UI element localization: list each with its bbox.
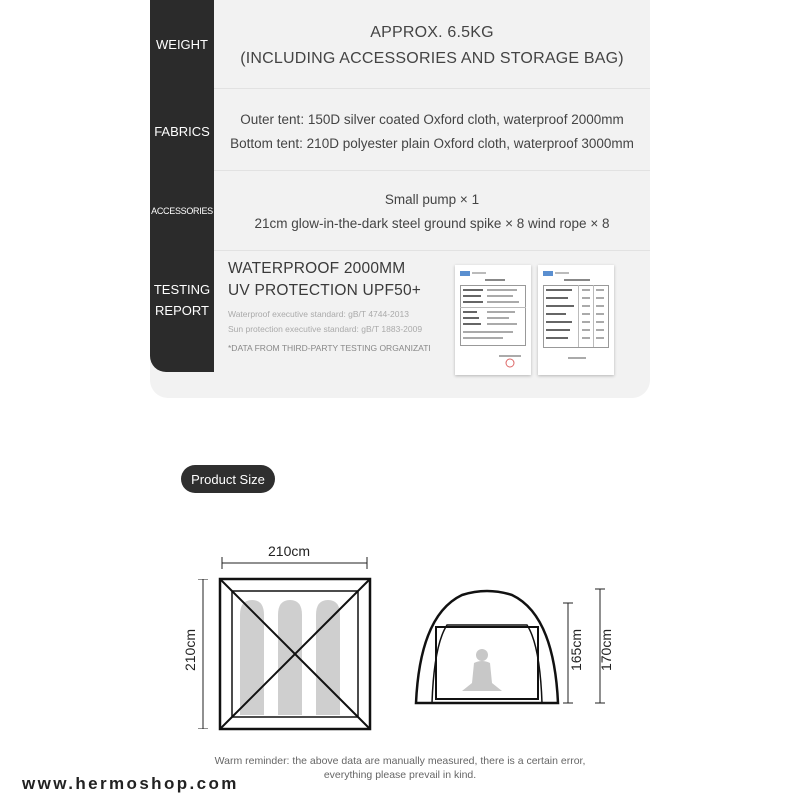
divider	[214, 88, 650, 89]
test-report-document-2	[538, 265, 614, 375]
testing-report-label	[150, 278, 214, 322]
accessories-value	[214, 188, 650, 236]
fabrics-value	[214, 108, 650, 156]
sun-standard: Sun protection executive standard: gB/T 1883-2009	[228, 324, 423, 334]
accessories-line-1: Small pump × 1	[384, 192, 480, 207]
accessories-label: ACCESSORIES	[151, 205, 213, 216]
weight-line-1: APPROX. 6.5KG	[370, 24, 494, 41]
product-size-badge: Product Size	[181, 465, 275, 493]
fabrics-label: FABRICS	[154, 123, 210, 139]
fabrics-line-1: Outer tent: 150D silver coated Oxford cloth, waterproof 2000mm	[240, 112, 624, 127]
uv-heading: UV PROTECTION UPF50+	[228, 282, 422, 299]
inner-height-label: 165cm	[568, 628, 584, 672]
reminder-line-2: everything please prevail in kind.	[323, 769, 477, 781]
test-report-document-1	[455, 265, 531, 375]
third-party-note: *DATA FROM THIRD-PARTY TESTING ORGANIZATI	[228, 343, 431, 353]
divider	[214, 250, 650, 251]
waterproof-standard: Waterproof executive standard: gB/T 4744-2013	[228, 309, 409, 319]
tent-front-view-diagram	[412, 585, 562, 710]
width-dimension-label: 210cm	[268, 543, 311, 559]
weight-label: WEIGHT	[156, 36, 208, 52]
weight-line-2: (INCLUDING ACCESSORIES AND STORAGE BAG)	[240, 50, 624, 67]
divider	[214, 170, 650, 171]
fabrics-line-2: Bottom tent: 210D polyester plain Oxford cloth, waterproof 3000mm	[230, 136, 634, 151]
site-watermark: www.hermoshop.com	[22, 774, 239, 793]
testing-info	[228, 258, 443, 355]
tent-top-view-diagram	[212, 555, 377, 735]
length-dimension-line	[198, 579, 208, 729]
testing-label-line-2: REPORT	[155, 303, 209, 318]
waterproof-heading: WATERPROOF 2000MM	[228, 260, 406, 277]
testing-label-line-1: TESTING	[153, 282, 211, 297]
length-dimension-label: 210cm	[182, 628, 198, 672]
weight-value	[214, 20, 650, 72]
reminder-line-1: Warm reminder: the above data are manually measured, there is a certain error,	[214, 755, 586, 767]
accessories-line-2: 21cm glow-in-the-dark steel ground spike × 8 wind rope × 8	[254, 216, 610, 231]
outer-height-label: 170cm	[598, 628, 614, 672]
